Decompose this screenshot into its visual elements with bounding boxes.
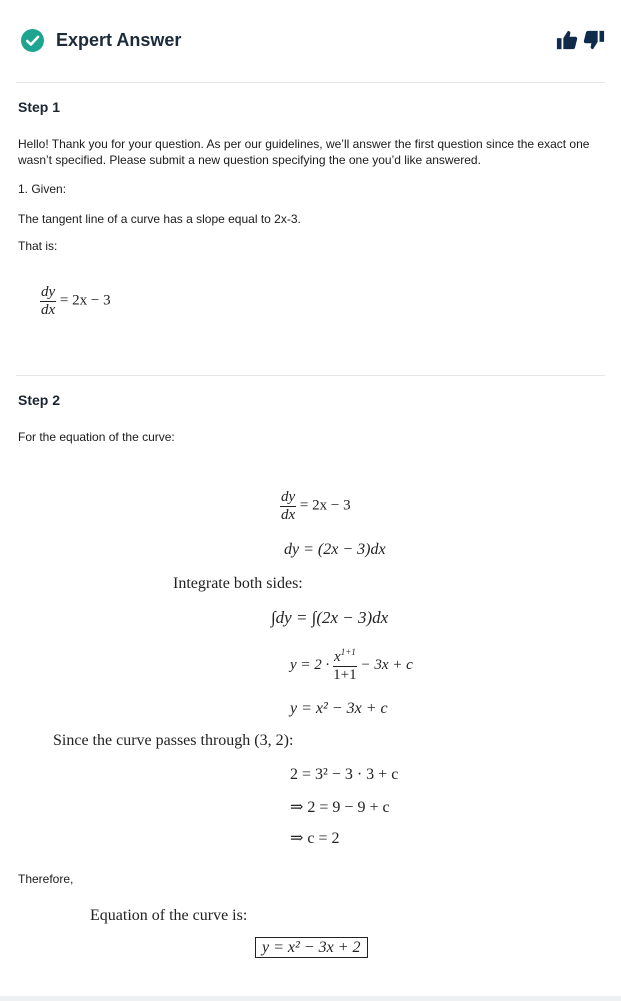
step-1-title: Step 1 bbox=[18, 99, 61, 115]
step-2-derivative-equation bbox=[280, 489, 351, 523]
step-2-eq4-right: − 3x + c bbox=[360, 656, 413, 673]
header-divider bbox=[16, 82, 605, 83]
equation-of-curve-label: Equation of the curve is: bbox=[90, 907, 248, 924]
step-2-eq2: dy = (2x − 3)dx bbox=[284, 541, 386, 558]
footer-bar bbox=[0, 996, 621, 1001]
step-2-eq4-left: y = 2 · bbox=[290, 656, 330, 673]
step-2-eq8: ⇒ c = 2 bbox=[290, 830, 340, 847]
power-rule-fraction: $\frac{x^{1+1}}{1+1}$ bbox=[333, 647, 357, 683]
dy-dx-fraction: $\frac{dy}{dx}$ bbox=[281, 489, 296, 523]
answer-header bbox=[0, 0, 621, 82]
step-divider bbox=[16, 375, 605, 376]
step-2-eq7: ⇒ 2 = 9 − 9 + c bbox=[290, 799, 390, 816]
thumbs-up-icon[interactable] bbox=[556, 29, 578, 51]
step-1-derivative-equation bbox=[40, 284, 111, 318]
step-2-eq3: ∫dy = ∫(2x − 3)dx bbox=[271, 608, 389, 627]
step-2-title: Step 2 bbox=[18, 392, 61, 408]
therefore-label: Therefore, bbox=[18, 872, 74, 886]
step-1-equation-rhs: = 2x − 3 bbox=[59, 292, 111, 309]
step-1-intro: Hello! Thank you for your question. As per our guidelines, we’ll answer the first question since the exact one wasn’t specified. Please submit a new question specifying the one you’d like answered. bbox=[18, 137, 590, 167]
step-1-given: 1. Given: bbox=[18, 182, 67, 196]
dy-dx-fraction: $\frac{dy}{dx}$ bbox=[41, 284, 56, 318]
integrate-both-sides-label: Integrate both sides: bbox=[173, 575, 303, 592]
step-2-eq1-rhs: = 2x − 3 bbox=[299, 497, 351, 514]
passes-through-label: Since the curve passes through (3, 2): bbox=[53, 732, 294, 749]
step-2-intro: For the equation of the curve: bbox=[18, 430, 175, 444]
check-circle-icon bbox=[21, 29, 44, 52]
step-1-that-is: That is: bbox=[18, 239, 58, 253]
step-2-eq5: y = x² − 3x + c bbox=[290, 700, 388, 717]
step-1-tangent: The tangent line of a curve has a slope equal to 2x-3. bbox=[18, 212, 301, 226]
final-answer: y = x² − 3x + 2 bbox=[255, 937, 368, 958]
final-answer-box bbox=[255, 939, 368, 957]
step-2-eq6: 2 = 3² − 3 · 3 + c bbox=[290, 766, 399, 783]
thumbs-down-icon[interactable] bbox=[583, 29, 605, 51]
expert-answer-title: Expert Answer bbox=[56, 30, 182, 50]
step-2-eq4 bbox=[290, 648, 413, 683]
